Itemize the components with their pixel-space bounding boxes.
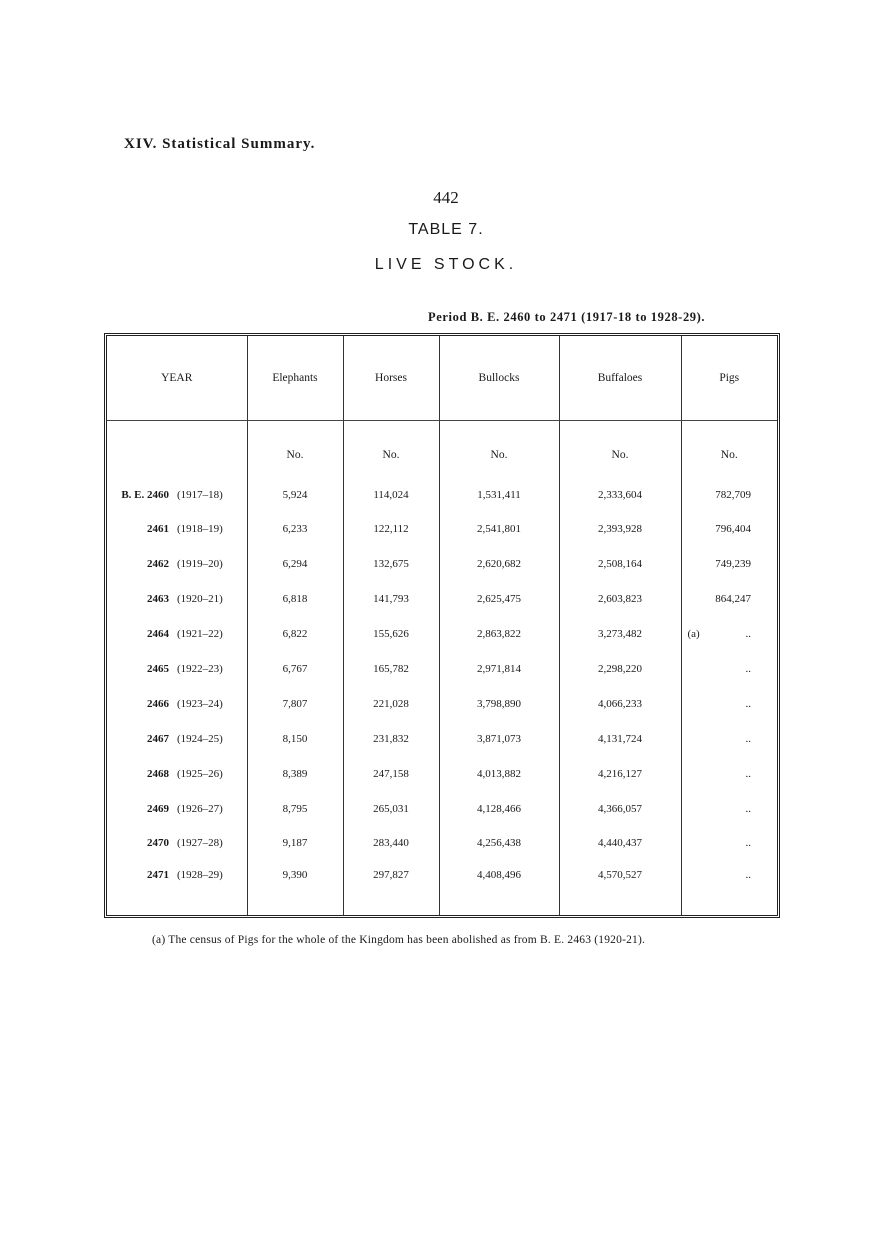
- cell-horses: 231,832: [343, 721, 439, 756]
- cell-elephants: 7,807: [247, 686, 343, 721]
- pigs-value: ..: [745, 663, 751, 675]
- cell-buffaloes: 2,333,604: [559, 477, 681, 512]
- cell-horses: 165,782: [343, 652, 439, 687]
- table-row: [107, 477, 777, 512]
- cell-elephants: 6,767: [247, 652, 343, 687]
- year-label: 2469: [147, 802, 169, 815]
- year-span: (1917–18): [177, 488, 223, 501]
- cell-year: [107, 512, 247, 547]
- year-label: 2463: [147, 593, 169, 606]
- pigs-value: ..: [745, 802, 751, 815]
- cell-horses: 155,626: [343, 617, 439, 652]
- cell-bullocks: 2,863,822: [439, 617, 559, 652]
- cell-pigs: [681, 826, 777, 861]
- cell-horses: 265,031: [343, 791, 439, 826]
- table-row: [107, 686, 777, 721]
- column-header-buffaloes: Buffaloes: [559, 336, 681, 421]
- cell-year: [107, 547, 247, 582]
- cell-buffaloes: 4,066,233: [559, 686, 681, 721]
- cell-pigs: [681, 861, 777, 915]
- pigs-value: 796,404: [715, 523, 751, 536]
- table-row: [107, 861, 777, 915]
- cell-pigs: [681, 547, 777, 582]
- year-label: 2470: [147, 837, 169, 850]
- unit-row: [107, 421, 777, 478]
- cell-elephants: 6,822: [247, 617, 343, 652]
- year-label: 2464: [147, 628, 169, 641]
- table-row: [107, 791, 777, 826]
- cell-year: [107, 861, 247, 915]
- year-label: 2465: [147, 663, 169, 675]
- year-span: (1922–23): [177, 663, 223, 675]
- cell-year: [107, 582, 247, 617]
- cell-buffaloes: 2,298,220: [559, 652, 681, 687]
- cell-year: [107, 617, 247, 652]
- page-number: 442: [433, 188, 459, 207]
- cell-pigs: [681, 686, 777, 721]
- livestock-table-frame: [104, 333, 780, 918]
- cell-horses: 132,675: [343, 547, 439, 582]
- cell-elephants: 6,233: [247, 512, 343, 547]
- pigs-value: ..: [745, 837, 751, 850]
- year-label: 2468: [147, 767, 169, 780]
- cell-buffaloes: 4,216,127: [559, 756, 681, 791]
- header-row: [107, 336, 777, 421]
- cell-elephants: 9,390: [247, 861, 343, 915]
- cell-elephants: 6,294: [247, 547, 343, 582]
- column-header-elephants: Elephants: [247, 336, 343, 421]
- cell-pigs: [681, 791, 777, 826]
- cell-buffaloes: 3,273,482: [559, 617, 681, 652]
- pigs-value: ..: [745, 697, 751, 710]
- table-row: [107, 721, 777, 756]
- cell-bullocks: 2,971,814: [439, 652, 559, 687]
- table-row: [107, 826, 777, 861]
- year-span: (1928–29): [177, 868, 223, 881]
- unit-cell-bullocks: No.: [439, 421, 559, 478]
- year-span: (1921–22): [177, 628, 223, 641]
- cell-year: [107, 652, 247, 687]
- cell-bullocks: 4,256,438: [439, 826, 559, 861]
- cell-year: [107, 756, 247, 791]
- cell-elephants: 8,795: [247, 791, 343, 826]
- year-span: (1925–26): [177, 767, 223, 780]
- year-span: (1920–21): [177, 593, 223, 606]
- cell-pigs: [681, 721, 777, 756]
- table-subtitle: LIVE STOCK.: [374, 256, 518, 273]
- cell-buffaloes: 2,603,823: [559, 582, 681, 617]
- cell-bullocks: 2,541,801: [439, 512, 559, 547]
- footnote: (a) The census of Pigs for the whole of the Kingdom has been abolished as from B. E. 2463 (1920-21).: [152, 934, 646, 946]
- column-header-bullocks: Bullocks: [439, 336, 559, 421]
- table-body: [107, 421, 777, 916]
- livestock-table: [107, 336, 777, 915]
- footnote-marker: (a): [687, 628, 700, 641]
- year-label: 2466: [147, 697, 169, 710]
- cell-pigs: [681, 756, 777, 791]
- pigs-value: 864,247: [715, 593, 751, 606]
- year-span: (1919–20): [177, 558, 223, 571]
- table-row: [107, 652, 777, 687]
- cell-year: [107, 826, 247, 861]
- cell-bullocks: 4,128,466: [439, 791, 559, 826]
- cell-bullocks: 3,798,890: [439, 686, 559, 721]
- cell-buffaloes: 4,131,724: [559, 721, 681, 756]
- table-row: [107, 582, 777, 617]
- cell-bullocks: 4,013,882: [439, 756, 559, 791]
- cell-pigs: [681, 617, 777, 652]
- pigs-value: ..: [745, 628, 751, 641]
- year-label: B. E. 2460: [121, 488, 169, 501]
- unit-cell-horses: No.: [343, 421, 439, 478]
- cell-horses: 221,028: [343, 686, 439, 721]
- year-label: 2467: [147, 732, 169, 745]
- table-title: TABLE 7.: [408, 221, 484, 238]
- cell-horses: 283,440: [343, 826, 439, 861]
- unit-cell-pigs: No.: [681, 421, 777, 478]
- period-caption: Period B. E. 2460 to 2471 (1917-18 to 1928-29).: [428, 310, 706, 324]
- cell-bullocks: 3,871,073: [439, 721, 559, 756]
- pigs-value: 782,709: [715, 488, 751, 501]
- cell-bullocks: 1,531,411: [439, 477, 559, 512]
- cell-pigs: [681, 582, 777, 617]
- cell-buffaloes: 4,366,057: [559, 791, 681, 826]
- cell-elephants: 8,150: [247, 721, 343, 756]
- cell-bullocks: 4,408,496: [439, 861, 559, 915]
- table-row: [107, 617, 777, 652]
- column-header-pigs: Pigs: [681, 336, 777, 421]
- cell-buffaloes: 2,393,928: [559, 512, 681, 547]
- cell-bullocks: 2,625,475: [439, 582, 559, 617]
- year-span: (1923–24): [177, 697, 223, 710]
- year-span: (1927–28): [177, 837, 223, 850]
- column-header-horses: Horses: [343, 336, 439, 421]
- section-title: XIV. Statistical Summary.: [124, 136, 316, 152]
- cell-buffaloes: 4,570,527: [559, 861, 681, 915]
- cell-horses: 297,827: [343, 861, 439, 915]
- column-header-year: YEAR: [107, 336, 247, 421]
- cell-buffaloes: 2,508,164: [559, 547, 681, 582]
- pigs-value: ..: [745, 868, 751, 881]
- cell-pigs: [681, 652, 777, 687]
- cell-year: [107, 477, 247, 512]
- cell-horses: 114,024: [343, 477, 439, 512]
- cell-pigs: [681, 512, 777, 547]
- cell-year: [107, 686, 247, 721]
- unit-cell-elephants: No.: [247, 421, 343, 478]
- table-row: [107, 547, 777, 582]
- year-span: (1924–25): [177, 732, 223, 745]
- table-row: [107, 512, 777, 547]
- year-label: 2471: [147, 868, 169, 881]
- unit-cell-year: [107, 421, 247, 478]
- cell-horses: 122,112: [343, 512, 439, 547]
- cell-bullocks: 2,620,682: [439, 547, 559, 582]
- cell-horses: 141,793: [343, 582, 439, 617]
- cell-year: [107, 721, 247, 756]
- year-span: (1918–19): [177, 523, 223, 536]
- cell-elephants: 5,924: [247, 477, 343, 512]
- cell-pigs: [681, 477, 777, 512]
- cell-elephants: 8,389: [247, 756, 343, 791]
- cell-elephants: 9,187: [247, 826, 343, 861]
- table-row: [107, 756, 777, 791]
- pigs-value: 749,239: [715, 558, 751, 571]
- cell-elephants: 6,818: [247, 582, 343, 617]
- year-label: 2462: [147, 558, 169, 571]
- year-span: (1926–27): [177, 802, 223, 815]
- cell-buffaloes: 4,440,437: [559, 826, 681, 861]
- cell-horses: 247,158: [343, 756, 439, 791]
- unit-cell-buffaloes: No.: [559, 421, 681, 478]
- year-label: 2461: [147, 523, 169, 536]
- cell-year: [107, 791, 247, 826]
- pigs-value: ..: [745, 732, 751, 745]
- pigs-value: ..: [745, 767, 751, 780]
